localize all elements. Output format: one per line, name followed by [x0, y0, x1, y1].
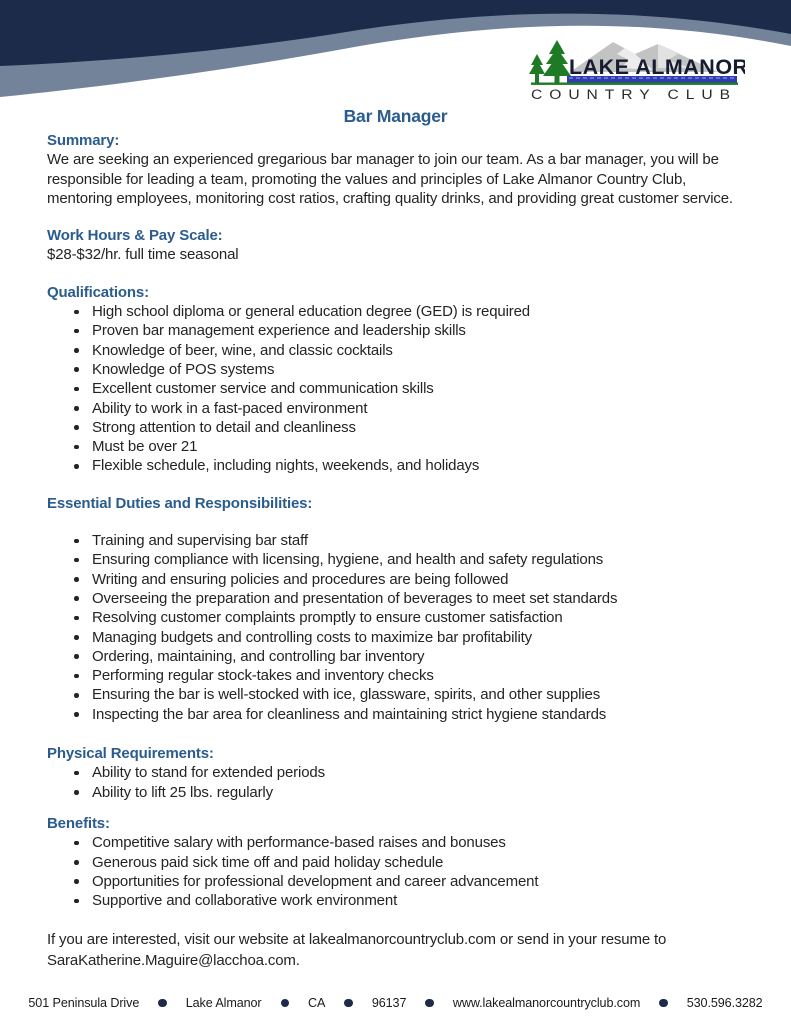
bullet-dot — [74, 558, 79, 563]
list-item — [47, 589, 747, 608]
list-item — [47, 456, 747, 475]
list-item — [47, 399, 747, 418]
bullet-dot — [74, 348, 79, 353]
footer-item: www.lakealmanorcountryclub.com — [452, 996, 641, 1010]
bullet-dot — [74, 367, 79, 372]
list-item — [47, 705, 747, 724]
content-area — [47, 131, 747, 971]
section-summary — [47, 131, 747, 208]
list-item-text: Ability to work in a fast-paced environment — [92, 399, 368, 417]
section-heading: Benefits: — [47, 814, 110, 832]
list-item-text: Resolving customer complaints promptly to ensure customer satisfaction — [92, 609, 563, 627]
footer-item: 501 Peninsula Drive — [28, 996, 140, 1010]
section-duties — [47, 494, 747, 724]
list-item-text: Knowledge of POS systems — [92, 360, 275, 378]
bullet-dot — [74, 841, 79, 846]
list-item — [47, 783, 747, 802]
bullet-dot — [74, 310, 79, 315]
section-work-hours — [47, 226, 747, 265]
list-item — [47, 853, 747, 872]
section-paragraph: We are seeking an experienced gregarious bar manager to join our team. As a bar manager, you will be responsible for leading a team, promoting the values and principles of Lake Almanor Country Club, mentoring employees, monitoring cost ratios, crafting quality drinks, and providing great customer service. — [47, 151, 733, 207]
list-item-text: Overseeing the preparation and presentation of beverages to meet set standards — [92, 589, 618, 607]
bullet-dot — [74, 635, 79, 640]
list-item-text: Competitive salary with performance-based raises and bonuses — [92, 834, 506, 852]
club-logo — [513, 38, 745, 102]
bullet-dot — [74, 674, 79, 679]
bullet-dot — [74, 406, 79, 411]
bullet-dot — [74, 879, 79, 884]
list-item — [47, 360, 747, 379]
list-item-text: Flexible schedule, including nights, weekends, and holidays — [92, 457, 480, 475]
footer-item: 530.596.3282 — [686, 996, 763, 1010]
bullet-dot — [74, 539, 79, 544]
section-benefits — [47, 814, 747, 910]
list-item — [47, 302, 747, 321]
list-item-text: Knowledge of beer, wine, and classic cocktails — [92, 341, 393, 359]
bullet-dot — [74, 693, 79, 698]
list-item-text: Must be over 21 — [92, 438, 198, 456]
list-item-text: Ability to lift 25 lbs. regularly — [92, 783, 273, 801]
section-heading: Work Hours & Pay Scale: — [47, 227, 223, 245]
section-heading: Physical Requirements: — [47, 745, 214, 763]
bullet-dot — [74, 464, 79, 469]
list-item-text: Ordering, maintaining, and controlling bar inventory — [92, 647, 425, 665]
footer-item: Lake Almanor — [185, 996, 262, 1010]
list-item — [47, 891, 747, 910]
logo-sub-text: COUNTRY CLUB — [531, 87, 737, 102]
list-item — [47, 628, 747, 647]
footer-item: 96137 — [371, 996, 407, 1010]
bullet-dot — [74, 596, 79, 601]
list-item — [47, 872, 747, 891]
section-paragraph: $28-$32/hr. full time seasonal — [47, 246, 239, 264]
section-heading: Essential Duties and Responsibilities: — [47, 494, 313, 512]
footer-separator-dot-icon — [281, 999, 290, 1008]
list-item — [47, 666, 747, 685]
list-item-text: High school diploma or general education degree (GED) is required — [92, 303, 530, 321]
bullet-list — [47, 763, 747, 802]
bullet-dot — [74, 654, 79, 659]
pine-trees-icon — [529, 40, 571, 83]
section-heading: Summary: — [47, 132, 120, 149]
list-item-text: Training and supervising bar staff — [92, 532, 308, 550]
bullet-list — [47, 531, 747, 724]
bullet-dot — [74, 329, 79, 334]
bullet-list — [47, 302, 747, 476]
list-item — [47, 550, 747, 569]
footer-contact-strip — [0, 996, 791, 1010]
footer-item: CA — [308, 996, 326, 1010]
list-item-text: Ensuring compliance with licensing, hygiene, and health and safety regulations — [92, 551, 604, 569]
bullet-dot — [74, 425, 79, 430]
club-logo-graphic — [513, 38, 745, 102]
bullet-dot — [74, 712, 79, 717]
bullet-dot — [74, 387, 79, 392]
list-item — [47, 379, 747, 398]
list-item-text: Supportive and collaborative work environment — [92, 892, 398, 910]
list-item-text: Strong attention to detail and cleanliness — [92, 418, 356, 436]
footer-separator-dot-icon — [158, 999, 167, 1008]
list-item — [47, 321, 747, 340]
list-item — [47, 647, 747, 666]
section-qualifications — [47, 283, 747, 476]
list-item — [47, 531, 747, 550]
page-title: Bar Manager — [343, 106, 448, 126]
logo-name-text: LAKE ALMANOR — [569, 55, 745, 79]
bullet-list — [47, 833, 747, 910]
list-item-text: Ability to stand for extended periods — [92, 764, 325, 782]
bullet-dot — [74, 577, 79, 582]
list-item — [47, 418, 747, 437]
closing-paragraph: If you are interested, visit our website at lakealmanorcountryclub.com or send in your resume to SaraKatherine.Maguire@lacchoa.com. — [47, 931, 667, 969]
list-item-text: Excellent customer service and communication skills — [92, 380, 434, 398]
list-item — [47, 570, 747, 589]
bullet-dot — [74, 899, 79, 904]
bullet-dot — [74, 616, 79, 621]
section-heading: Qualifications: — [47, 283, 149, 301]
list-item — [47, 341, 747, 360]
list-item — [47, 608, 747, 627]
section-physical — [47, 744, 747, 802]
list-item-text: Performing regular stock-takes and inventory checks — [92, 667, 434, 685]
list-item — [47, 685, 747, 704]
bullet-dot — [74, 860, 79, 865]
list-item-text: Opportunities for professional development and career advancement — [92, 872, 539, 890]
list-item — [47, 437, 747, 456]
bullet-dot — [74, 790, 79, 795]
footer-separator-dot-icon — [425, 999, 434, 1008]
list-item — [47, 833, 747, 852]
list-item-text: Generous paid sick time off and paid holiday schedule — [92, 853, 444, 871]
bullet-dot — [74, 445, 79, 450]
list-item-text: Inspecting the bar area for cleanliness and maintaining strict hygiene standards — [92, 705, 607, 723]
list-item-text: Managing budgets and controlling costs to maximize bar profitability — [92, 628, 533, 646]
footer-separator-dot-icon — [344, 999, 353, 1008]
list-item — [47, 763, 747, 782]
list-item-text: Ensuring the bar is well-stocked with ice, glassware, spirits, and other supplies — [92, 686, 601, 704]
footer-separator-dot-icon — [659, 999, 668, 1008]
list-item-text: Proven bar management experience and leadership skills — [92, 322, 466, 340]
list-item-text: Writing and ensuring policies and procedures are being followed — [92, 570, 509, 588]
bullet-dot — [74, 771, 79, 776]
